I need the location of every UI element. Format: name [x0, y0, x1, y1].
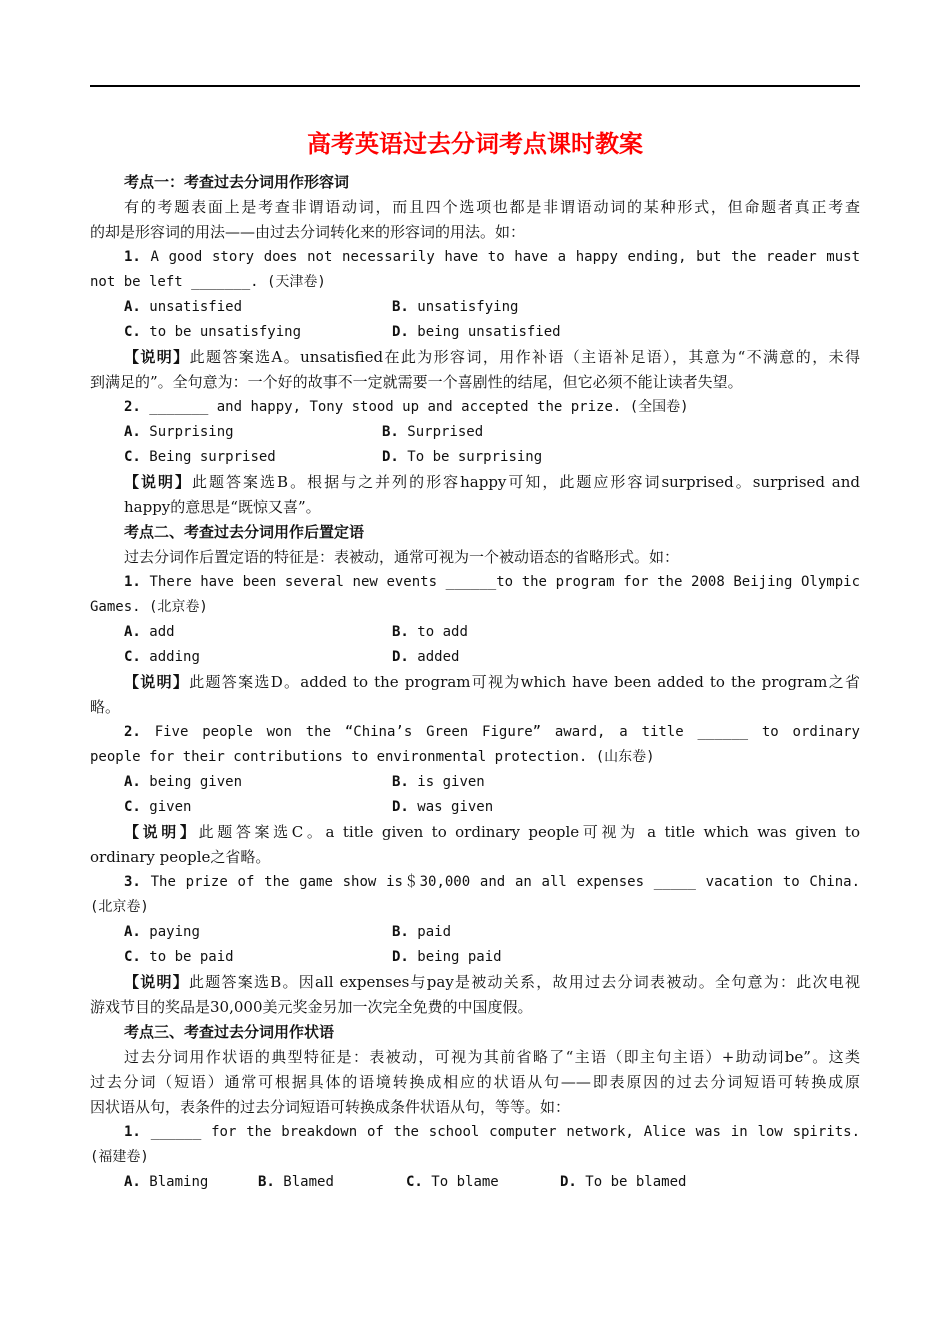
s2-q1-options-row-1	[90, 620, 860, 645]
explanation-text: 此题答案选B。因all expenses与pay是被动关系，故用过去分词表被动。全句意为：此次电视	[189, 973, 860, 991]
option-a	[124, 620, 392, 645]
option-letter: B.	[392, 774, 409, 790]
s2-q2-options-row-2	[90, 795, 860, 820]
option-text: Being surprised	[149, 449, 276, 465]
s2-q3-explanation-line-2: 游戏节目的奖品是30,000美元奖金另加一次完全免费的中国度假。	[90, 998, 533, 1016]
s2-q2-explanation-line-1	[90, 820, 860, 845]
question-number: 1.	[124, 249, 141, 265]
option-text: adding	[149, 649, 200, 665]
s2-q3-explanation-line-1	[90, 970, 860, 995]
explanation-text: 此题答案选C。a title given to ordinary people可视为 a title which was given to	[198, 823, 860, 841]
s1-q1-options-row-1	[90, 295, 860, 320]
s1-q1-stem-line-1	[90, 245, 860, 270]
s2-q3-options-row-2	[90, 945, 860, 970]
option-c	[124, 645, 392, 670]
s3-q1-options-row	[90, 1170, 860, 1195]
option-b	[392, 620, 468, 645]
question-text: A good story does not necessarily have to have a happy ending, but the reader must	[150, 249, 860, 265]
option-letter: B.	[392, 624, 409, 640]
s1-q2-stem-line-1	[90, 395, 860, 420]
option-text: being unsatisfied	[417, 324, 561, 340]
option-text: given	[149, 799, 192, 815]
option-text: was given	[417, 799, 494, 815]
option-letter: B.	[258, 1174, 275, 1190]
explanation-tag: 【说明】	[124, 348, 190, 366]
option-d	[382, 445, 542, 470]
option-letter: A.	[124, 299, 141, 315]
s3-q1-stem-line-2: (福建卷)	[90, 1149, 149, 1165]
s2-q3-options-row-1	[90, 920, 860, 945]
option-c	[124, 945, 392, 970]
s1-q1-stem-line-2: not be left _______. (天津卷)	[90, 274, 326, 290]
option-text: add	[149, 624, 175, 640]
option-text: being given	[149, 774, 243, 790]
option-text: unsatisfying	[417, 299, 519, 315]
s1-q1-explanation-line-1	[90, 345, 860, 370]
s2-q2-stem-line-2: people for their contributions to environmental protection. (山东卷)	[90, 749, 655, 765]
s1-q2-options-row-2	[90, 445, 860, 470]
option-letter: A.	[124, 774, 141, 790]
s1-q2-options-row-1	[90, 420, 860, 445]
s2-q1-explanation-line-1	[90, 670, 860, 695]
option-a	[124, 295, 392, 320]
section-1-intro-line-2: 的却是形容词的用法——由过去分词转化来的形容词的用法。如：	[90, 223, 526, 241]
s2-q3-stem-line-2: (北京卷)	[90, 899, 149, 915]
option-text: Surprised	[407, 424, 484, 440]
option-d	[392, 795, 493, 820]
question-number: 2.	[124, 724, 141, 740]
option-c	[124, 320, 392, 345]
option-letter: D.	[392, 649, 409, 665]
section-3-intro-line-2: 过去分词（短语）通常可根据具体的语境转换成相应的状语从句——即表原因的过去分词短语可转换成原	[90, 1073, 860, 1091]
section-2-intro: 过去分词作后置定语的特征是：表被动，通常可视为一个被动语态的省略形式。如：	[124, 548, 680, 566]
option-text: to be paid	[149, 949, 234, 965]
s2-q3-stem-line-1	[90, 870, 860, 895]
option-b	[392, 295, 518, 320]
s1-q1-options-row-2	[90, 320, 860, 345]
option-letter: D.	[392, 799, 409, 815]
s2-q2-explanation-line-2: ordinary people之省略。	[90, 848, 271, 866]
s2-q2-options-row-1	[90, 770, 860, 795]
section-3-intro-line-1: 过去分词用作状语的典型特征是：表被动，可视为其前省略了“主语（即主句主语）+助动词be”。这类	[124, 1048, 860, 1066]
top-rule	[90, 85, 860, 87]
question-text: There have been several new events ______to the program for the 2008 Beijing Olympic	[149, 574, 860, 590]
option-letter: C.	[124, 324, 141, 340]
s1-q1-explanation-line-2: 到满足的”。全句意为：一个好的故事不一定就需要一个喜剧性的结尾，但它必须不能让读者失望。	[90, 373, 743, 391]
option-d	[392, 320, 561, 345]
question-number: 1.	[124, 1124, 141, 1140]
question-text: Five people won the “China’s Green Figure” award, a title ______ to ordinary	[154, 724, 860, 740]
option-letter: B.	[392, 299, 409, 315]
s2-q2-stem-line-1	[90, 720, 860, 745]
option-text: being paid	[417, 949, 502, 965]
option-d	[560, 1170, 686, 1195]
option-letter: A.	[124, 424, 141, 440]
s3-q1-stem-line-1	[90, 1120, 860, 1145]
option-letter: A.	[124, 1174, 141, 1190]
option-text: to add	[417, 624, 468, 640]
s2-q1-stem-line-1	[90, 570, 860, 595]
explanation-tag: 【说明】	[124, 973, 189, 991]
option-text: added	[417, 649, 460, 665]
explanation-text: 此题答案选B。根据与之并列的形容happy可知，此题应形容词surprised。surprised and	[192, 473, 860, 491]
option-letter: A.	[124, 924, 141, 940]
option-text: unsatisfied	[149, 299, 243, 315]
option-letter: C.	[124, 649, 141, 665]
option-text: paid	[417, 924, 452, 940]
question-number: 2.	[124, 399, 141, 415]
option-letter: B.	[392, 924, 409, 940]
option-letter: D.	[392, 324, 409, 340]
explanation-text: 此题答案选D。added to the program可视为which have been added to the program之省	[189, 673, 860, 691]
option-letter: C.	[124, 949, 141, 965]
option-text: To be blamed	[585, 1174, 687, 1190]
option-d	[392, 645, 459, 670]
option-a	[124, 920, 392, 945]
s2-q1-options-row-2	[90, 645, 860, 670]
option-text: To blame	[431, 1174, 499, 1190]
question-text: _______ and happy, Tony stood up and accepted the prize. (全国卷)	[149, 399, 689, 415]
s2-q1-explanation-line-2: 略。	[90, 698, 121, 716]
question-text: The prize of the game show is＄30,000 and an all expenses _____ vacation to China.	[150, 874, 860, 890]
option-letter: B.	[382, 424, 399, 440]
section-1-intro-line-1: 有的考题表面上是考查非谓语动词，而且四个选项也都是非谓语动词的某种形式，但命题者真正考查	[124, 198, 860, 216]
option-letter: A.	[124, 624, 141, 640]
option-letter: C.	[406, 1174, 423, 1190]
question-number: 3.	[124, 874, 141, 890]
section-3-heading: 考点三、考查过去分词用作状语	[124, 1023, 335, 1041]
option-text: Surprising	[149, 424, 234, 440]
section-1-heading: 考点一：考查过去分词用作形容词	[124, 173, 350, 191]
option-letter: D.	[560, 1174, 577, 1190]
option-text: To be surprising	[407, 449, 543, 465]
option-text: to be unsatisfying	[149, 324, 302, 340]
section-3-intro-line-3: 因状语从句，表条件的过去分词短语可转换成条件状语从句，等等。如：	[90, 1098, 571, 1116]
explanation-tag: 【说明】	[124, 673, 190, 691]
option-c	[124, 795, 392, 820]
option-b	[382, 420, 483, 445]
option-c	[124, 445, 382, 470]
option-letter: D.	[382, 449, 399, 465]
option-c	[406, 1170, 560, 1195]
explanation-tag: 【说明】	[124, 473, 193, 491]
question-number: 1.	[124, 574, 141, 590]
option-b	[392, 920, 451, 945]
option-text: is given	[417, 774, 485, 790]
s1-q2-explanation-line-1	[90, 470, 860, 495]
s2-q1-stem-line-2: Games. (北京卷)	[90, 599, 208, 615]
section-2-heading: 考点二、考查过去分词用作后置定语	[124, 523, 365, 541]
option-text: Blaming	[149, 1174, 209, 1190]
option-text: Blamed	[283, 1174, 334, 1190]
option-letter: D.	[392, 949, 409, 965]
question-text: ______ for the breakdown of the school computer network, Alice was in low spirits.	[150, 1124, 860, 1140]
option-letter: C.	[124, 799, 141, 815]
option-letter: C.	[124, 449, 141, 465]
option-a	[124, 1170, 258, 1195]
option-a	[124, 770, 392, 795]
page-title: 高考英语过去分词考点课时教案	[307, 129, 643, 158]
explanation-text: 此题答案选A。unsatisfied在此为形容词，用作补语（主语补足语），其意为“不满意的，未得	[189, 348, 860, 366]
option-b	[392, 770, 485, 795]
option-b	[258, 1170, 406, 1195]
s1-q2-explanation-line-2: happy的意思是“既惊又喜”。	[124, 498, 321, 516]
option-text: paying	[149, 924, 200, 940]
document-body	[90, 120, 860, 1195]
option-d	[392, 945, 502, 970]
option-a	[124, 420, 382, 445]
explanation-tag: 【说明】	[124, 823, 199, 841]
